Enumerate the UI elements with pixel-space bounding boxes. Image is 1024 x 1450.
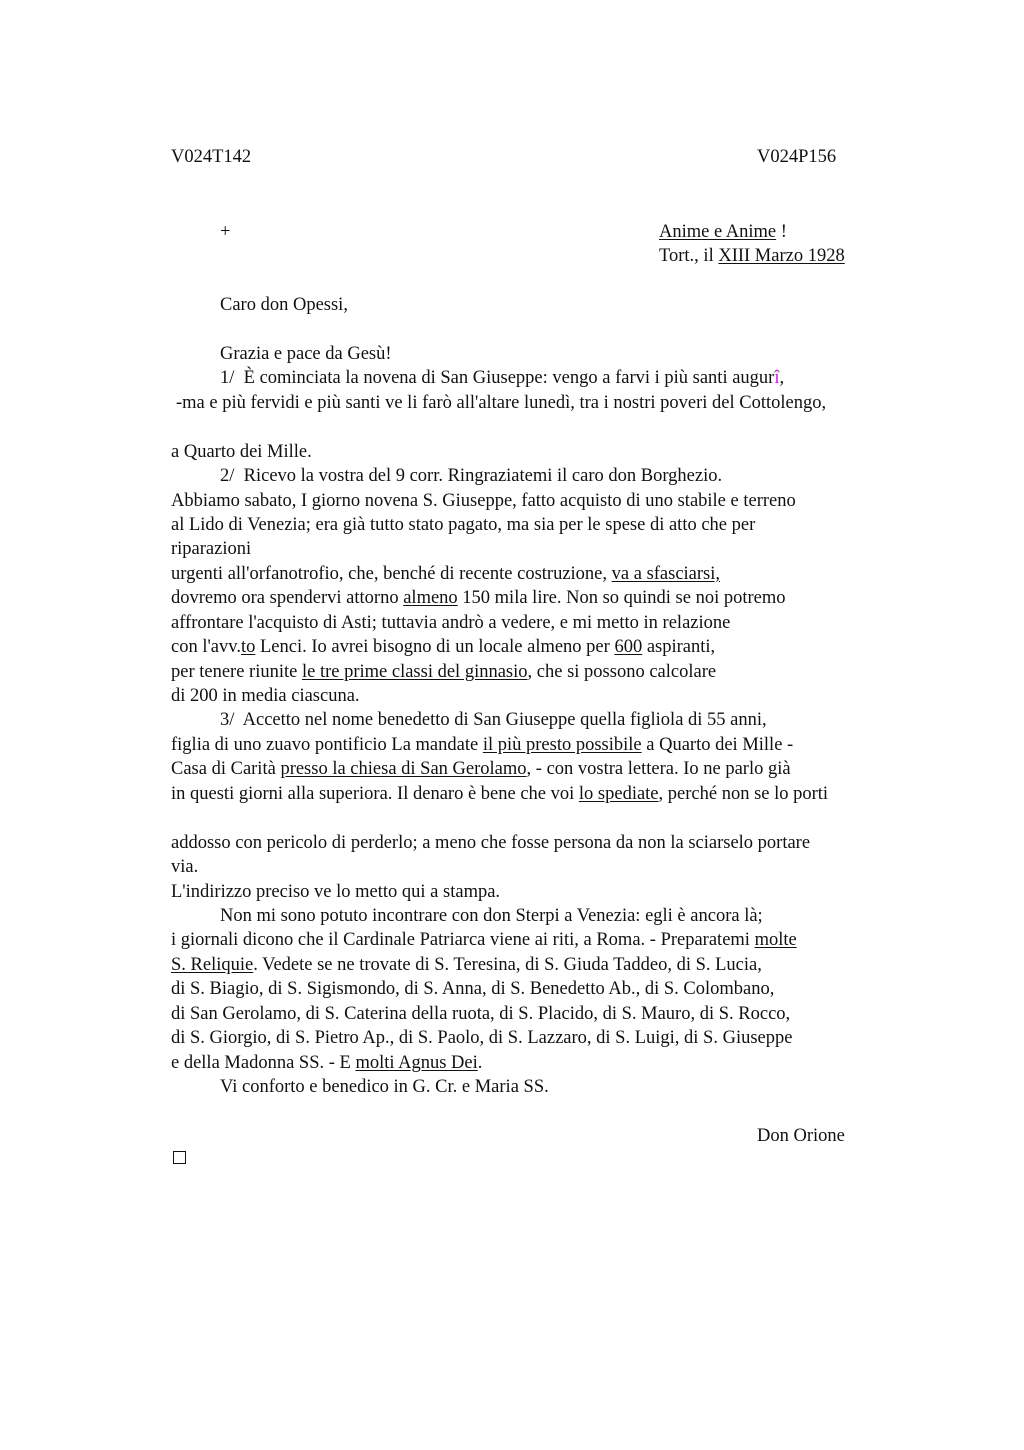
document-code-right: V024P156: [757, 147, 837, 167]
greeting: Caro don Opessi,: [220, 295, 348, 315]
body-line-1-text: 1/ È cominciata la novena di San Giuseppe: vengo a farvi i più santi augur: [220, 368, 775, 388]
body-line-8-text: urgenti all'orfanotrofio, che, benché di recente costruzione,: [171, 564, 612, 584]
body-line-27-end: .: [477, 1053, 483, 1073]
body-line-3: a Quarto dei Mille.: [171, 442, 312, 462]
body-line-27-text: e della Madonna SS. - E: [171, 1053, 356, 1073]
signature: Don Orione: [757, 1126, 845, 1146]
body-line-7: riparazioni: [171, 539, 252, 559]
body-line-14: 3/ Accetto nel nome benedetto di San Giuseppe quella figliola di 55 anni,: [220, 710, 767, 730]
body-line-20: L'indirizzo preciso ve lo metto qui a stampa.: [171, 882, 501, 902]
body-line-6: al Lido di Venezia; era già tutto stato pagato, ma sia per le spese di atto che per: [171, 515, 756, 535]
body-line-15-underlined: il più presto possibile: [482, 735, 642, 755]
body-line-17-text: in questi giorni alla superiora. Il denaro è bene che voi: [171, 784, 579, 804]
body-line-22: [171, 929, 797, 951]
body-line-28: Vi conforto e benedico in G. Cr. e Maria SS.: [220, 1077, 549, 1097]
body-line-12-underlined: le tre prime classi del ginnasio: [301, 662, 528, 682]
body-line-26: di S. Giorgio, di S. Pietro Ap., di S. Paolo, di S. Lazzaro, di S. Luigi, di S. Giuseppe: [171, 1028, 793, 1048]
body-line-8: [171, 563, 720, 585]
body-line-9-text: dovremo ora spendervi attorno: [171, 588, 404, 608]
place-date: [659, 245, 845, 267]
body-line-21: Non mi sono potuto incontrare con don Sterpi a Venezia: egli è ancora là;: [220, 906, 763, 926]
body-line-22-text: i giornali dicono che il Cardinale Patriarca viene ai riti, a Roma. - Preparatemi: [171, 930, 755, 950]
body-line-18: addosso con pericolo di perderlo; a meno che fosse persona da non la sciarselo portare: [171, 833, 811, 853]
body-line-11: [171, 636, 715, 658]
body-line-12: [171, 661, 716, 683]
body-line-17: [171, 783, 828, 805]
body-line-17-underlined: lo spediate: [578, 784, 659, 804]
body-line-10: affrontare l'acquisto di Asti; tuttavia andrò a vedere, e mi metto in relazione: [171, 613, 731, 633]
body-line-27-underlined: molti Agnus Dei: [355, 1053, 478, 1073]
salutation: Grazia e pace da Gesù!: [220, 344, 392, 364]
body-line-11-end: aspiranti,: [642, 637, 716, 657]
end-marker-box-icon: [173, 1151, 186, 1164]
body-line-9-underlined: almeno: [403, 588, 458, 608]
body-line-11-underlined: to: [240, 637, 256, 657]
body-line-23-underlined: S. Reliquie: [171, 955, 254, 975]
body-line-2: -ma e più fervidi e più santi ve li farò all'altare lunedì, tra i nostri poveri del Cottolengo,: [176, 393, 827, 413]
cross-mark: +: [220, 222, 231, 242]
body-line-13: di 200 in media ciascuna.: [171, 686, 360, 706]
body-line-25: di San Gerolamo, di S. Caterina della ruota, di S. Placido, di S. Mauro, di S. Rocco,: [171, 1004, 791, 1024]
body-line-9: [171, 587, 786, 609]
body-line-16-text: Casa di Carità: [171, 759, 281, 779]
body-line-16-rest: , - con vostra lettera. Io ne parlo già: [526, 759, 791, 779]
body-line-11-underlined-number: 600: [614, 637, 643, 657]
letter-date: XIII Marzo 1928: [718, 246, 845, 266]
body-line-11-rest: Lenci. Io avrei bisogno di un locale almeno per: [255, 637, 615, 657]
body-line-23: [171, 954, 762, 976]
body-line-15-rest: a Quarto dei Mille -: [641, 735, 794, 755]
body-line-12-rest: , che si possono calcolare: [527, 662, 717, 682]
body-line-15: [171, 734, 793, 756]
body-line-24: di S. Biagio, di S. Sigismondo, di S. Anna, di S. Benedetto Ab., di S. Colombano,: [171, 979, 775, 999]
body-line-1-end: ,: [779, 368, 785, 388]
body-line-1-mark: î: [774, 368, 780, 388]
body-line-16: [171, 758, 791, 780]
body-line-1: [220, 367, 784, 389]
motto-exclamation: !: [776, 222, 787, 242]
body-line-9-rest: 150 mila lire. Non so quindi se noi potremo: [457, 588, 786, 608]
body-line-5: Abbiamo sabato, I giorno novena S. Giuseppe, fatto acquisto di uno stabile e terreno: [171, 491, 796, 511]
motto: [659, 221, 787, 243]
body-line-8-underlined: va a sfasciarsi,: [611, 564, 721, 584]
place-prefix: Tort., il: [659, 246, 719, 266]
body-line-23-rest: . Vedete se ne trovate di S. Teresina, di S. Giuda Taddeo, di S. Lucia,: [253, 955, 762, 975]
body-line-12-text: per tenere riunite: [171, 662, 302, 682]
body-line-19: via.: [171, 857, 199, 877]
body-line-11-text: con l'avv.: [171, 637, 241, 657]
body-line-27: [171, 1052, 482, 1074]
body-line-15-text: figlia di uno zuavo pontificio La mandate: [171, 735, 483, 755]
body-line-22-underlined: molte: [754, 930, 797, 950]
motto-text: Anime e Anime: [659, 222, 777, 242]
body-line-16-underlined: presso la chiesa di San Gerolamo: [280, 759, 527, 779]
body-line-4: 2/ Ricevo la vostra del 9 corr. Ringraziatemi il caro don Borghezio.: [220, 466, 723, 486]
document-code-left: V024T142: [171, 147, 252, 167]
body-line-17-rest: , perché non se lo porti: [658, 784, 829, 804]
